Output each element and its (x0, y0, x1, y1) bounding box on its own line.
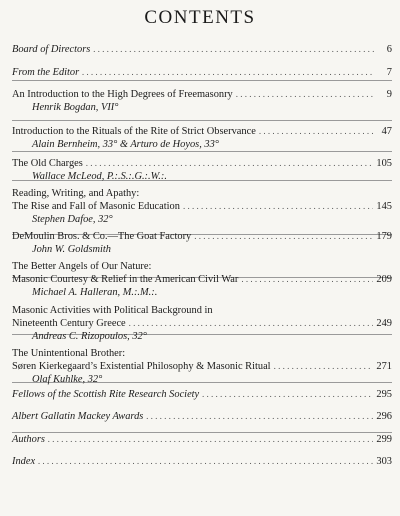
toc-entry-page: 105 (376, 158, 392, 169)
toc-entry-title: Søren Kierkegaard’s Existential Philosophy & Masonic Ritual (12, 361, 271, 372)
toc-entry-page: 145 (376, 201, 392, 212)
leader-dots (146, 410, 373, 423)
toc-entry-goat-factory[interactable] (12, 230, 392, 256)
toc-entry-mackey-awards[interactable] (12, 410, 392, 423)
toc-entry-page: 9 (386, 89, 392, 100)
leader-dots (93, 43, 375, 56)
toc-entry-author: Andreas C. Rizopoulos, 32° (32, 331, 147, 342)
toc-entry-title: Board of Directors (12, 44, 91, 55)
toc-entry-civil-war[interactable] (12, 260, 392, 299)
leader-dots (38, 455, 373, 468)
toc-entry-page: 296 (376, 411, 392, 422)
toc-entry-author: Wallace McLeod, P.:.S.:.G.:.W.:. (32, 171, 167, 182)
toc-entry-title: The Rise and Fall of Masonic Education (12, 201, 180, 212)
toc-entry-title: Authors (12, 434, 45, 445)
toc-entry-title: The Old Charges (12, 158, 83, 169)
leader-dots (274, 360, 374, 373)
leader-dots (48, 433, 373, 446)
toc-entry-kierkegaard[interactable] (12, 347, 392, 386)
toc-entry-page: 209 (376, 274, 392, 285)
toc-entry-title: Index (12, 456, 36, 467)
toc-entry-author: Stephen Dafoe, 32° (32, 214, 113, 225)
leader-dots (194, 230, 373, 243)
leader-dots (129, 317, 374, 330)
toc-entry-fellows[interactable] (12, 388, 392, 401)
toc-entry-title: DeMoulin Bros. & Co.—The Goat Factory (12, 231, 192, 242)
toc-entry-title: Albert Gallatin Mackey Awards (12, 411, 144, 422)
toc-entry-page: 47 (381, 126, 392, 137)
toc-entry-author: Olaf Kuhlke, 32° (32, 374, 103, 385)
toc-entry-editor[interactable] (12, 66, 392, 79)
toc-entry-title: Fellows of the Scottish Rite Research Society (12, 389, 200, 400)
leader-dots (183, 200, 373, 213)
toc-entry-author: Henrik Bogdan, VII° (32, 102, 119, 113)
toc-entry-page: 271 (376, 361, 392, 372)
toc-entry-high-degrees[interactable] (12, 88, 392, 114)
page-title: CONTENTS (144, 7, 256, 28)
toc-entry-page: 6 (386, 44, 392, 55)
toc-entry-title-line1: Masonic Activities with Political Background in (12, 305, 213, 316)
toc-entry-old-charges[interactable] (12, 157, 392, 183)
toc-entry-author: John W. Goldsmith (32, 244, 111, 255)
leader-dots (82, 66, 375, 79)
toc-entry-index[interactable] (12, 455, 392, 468)
toc-entry-title-line1: The Better Angels of Our Nature: (12, 261, 152, 272)
toc-entry-greece[interactable] (12, 304, 392, 343)
toc-entry-page: 295 (376, 389, 392, 400)
toc-entry-title-line1: Reading, Writing, and Apathy: (12, 188, 140, 199)
leader-dots (202, 388, 373, 401)
toc-entry-author: Alain Bernheim, 33° & Arturo de Hoyos, 33° (32, 139, 219, 150)
divider (12, 120, 392, 121)
toc-entry-title: Nineteenth Century Greece (12, 318, 126, 329)
toc-entry-title: Masonic Courtesy & Relief in the American Civil War (12, 274, 239, 285)
toc-entry-board[interactable] (12, 43, 392, 56)
toc-entry-masonic-education[interactable] (12, 187, 392, 226)
toc-entry-authors[interactable] (12, 433, 392, 446)
toc-entry-title-line1: The Unintentional Brother: (12, 348, 126, 359)
toc-entry-page: 179 (376, 231, 392, 242)
toc-entry-title: An Introduction to the High Degrees of Freemasonry (12, 89, 233, 100)
leader-dots (236, 88, 375, 101)
toc-entry-page: 249 (376, 318, 392, 329)
toc-entry-page: 7 (386, 67, 392, 78)
leader-dots (241, 273, 373, 286)
toc-entry-page: 303 (376, 456, 392, 467)
leader-dots (259, 125, 375, 138)
toc-entry-strict-observance[interactable] (12, 125, 392, 151)
toc-entry-author: Michael A. Halleran, M.:.M.:. (32, 287, 158, 298)
divider (12, 80, 392, 81)
toc-entry-page: 299 (376, 434, 392, 445)
leader-dots (86, 157, 374, 170)
toc-entry-title: From the Editor (12, 67, 80, 78)
divider (12, 151, 392, 152)
toc-entry-title: Introduction to the Rituals of the Rite of Strict Observance (12, 126, 256, 137)
